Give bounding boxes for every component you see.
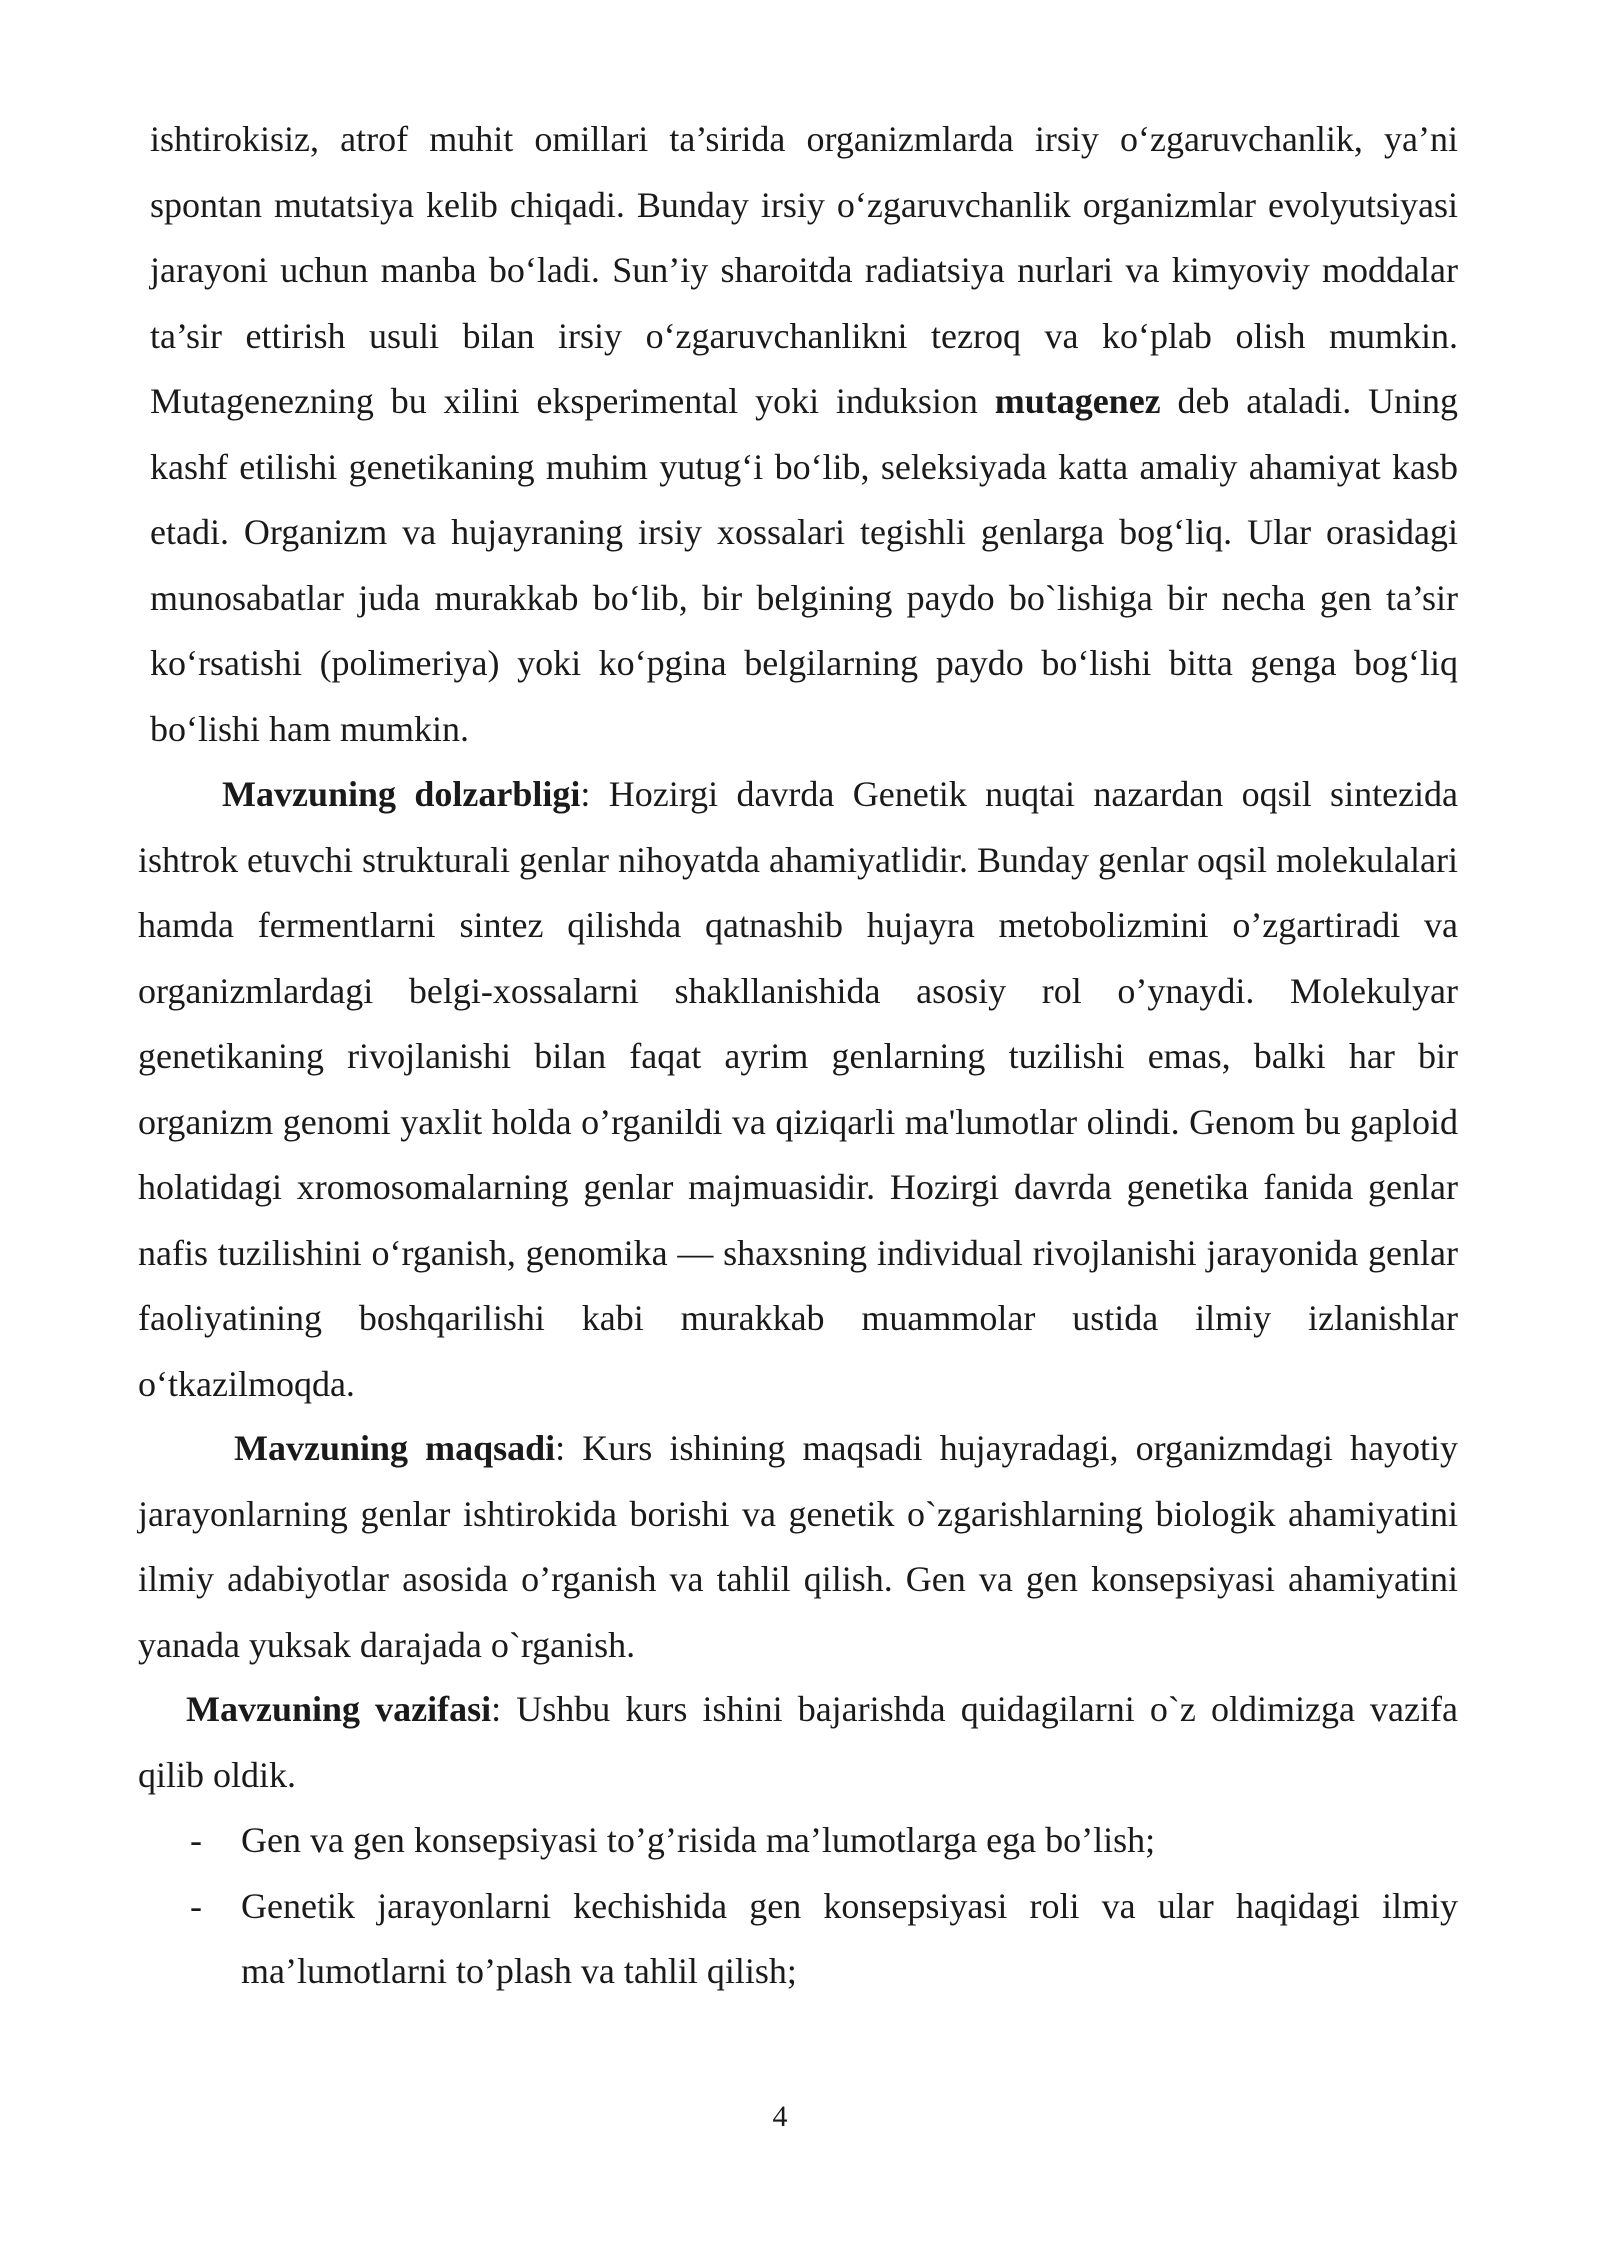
paragraph-tasks xyxy=(138,1677,1458,1808)
heading-tasks: Mavzuning vazifasi xyxy=(186,1689,492,1729)
term-mutagenez: mutagenez xyxy=(994,381,1161,421)
paragraph-text: : Hozirgi davrda Genetik nuqtai nazardan oqsil sintezida ishtrok etuvchi strukturali genlar nihoyatda ahamiyatlidir. Bunday genlar oqsil molekulalari hamda fermentlarni sintez qilishda qatnashib hujayra metobolizmini o’zgartiradi va organizmlardagi belgi-xossalarni shakllanishida asosiy rol o’ynaydi. Molekulyar genetikaning rivojlanishi bilan faqat ayrim genlarning tuzilishi emas, balki har bir organizm genomi yaxlit holda o’rganildi va qiziqarli ma'lumotlar olindi. Genom bu gaploid holatidagi xromosomalarning genlar majmuasidir. Hozirgi davrda genetika fanida genlar nafis tuzilishini o‘rganish, genomika — shaxsning individual rivojlanishi jarayonida genlar faoliyatining boshqarilishi kabi murakkab muammolar ustida ilmiy izlanishlar o‘tkazilmoqda. xyxy=(138,774,1459,1404)
heading-relevance: Mavzuning dolzarbligi xyxy=(222,774,581,814)
list-item xyxy=(138,1874,1458,2005)
list-marker: - xyxy=(190,1885,202,1926)
list-item-text: Gen va gen konsepsiyasi to’g’risida ma’lumotlarga ega bo’lish; xyxy=(241,1820,1156,1860)
list-marker: - xyxy=(190,1820,202,1860)
list-item xyxy=(138,1808,1458,1874)
paragraph-relevance xyxy=(138,762,1458,1417)
paragraph-text: : Kurs ishining maqsadi hujayradagi, organizmdagi hayotiy jarayonlarning genlar ishtirokida borishi va genetik o`zgarishlarning biologik ahamiyatini ilmiy adabiyotlar asosida o’rganish va tahlil qilish. Gen va gen konsepsiyasi ahamiyatini yanada yuksak darajada o`rganish. xyxy=(138,1428,1458,1665)
paragraph-text: ishtirokisiz, atrof muhit omillari ta’sirida organizmlarda irsiy o‘zgaruvchanlik, ya’ni spontan mutatsiya kelib chiqadi. Bunday irsiy o‘zgaruvchanlik organizmlar evolyutsiyasi jarayoni uchun manba bo‘ladi. Sun’iy sharoitda radiatsiya nurlari va kimyoviy moddalar ta’sir ettirish usuli bilan irsiy o‘zgaruvchanlikni tezroq va ko‘plab olish mumkin. Mutagenezning bu xilini eksperimental yoki induksion xyxy=(150,119,1458,421)
task-list xyxy=(138,1808,1458,2005)
page-number: 4 xyxy=(772,2100,788,2133)
paragraph-mutagenesis xyxy=(150,107,1458,762)
paragraph-text: : Ushbu kurs ishini bajarishda quidagilarni o`z oldimizga vazifa qilib oldik. xyxy=(138,1689,1458,1795)
paragraph-text: deb ataladi. Uning kashf etilishi genetikaning muhim yutug‘i bo‘lib, seleksiyada katta amaliy ahamiyat kasb etadi. Organizm va hujayraning irsiy xossalari tegishli genlarga bog‘liq. Ular orasidagi munosabatlar juda murakkab bo‘lib, bir belgining paydo bo`lishiga bir necha gen ta’sir ko‘rsatishi (polimeriya) yoki ko‘pgina belgilarning paydo bo‘lishi bitta genga bog‘liq bo‘lishi ham mumkin. xyxy=(150,381,1459,749)
heading-goal: Mavzuning maqsadi xyxy=(234,1428,556,1468)
paragraph-goal xyxy=(138,1416,1458,1678)
list-item-text: Genetik jarayonlarni kechishida gen konsepsiyasi roli va ular haqidagi ilmiy ma’lumotlarni to’plash va tahlil qilish; xyxy=(241,1885,1458,1991)
